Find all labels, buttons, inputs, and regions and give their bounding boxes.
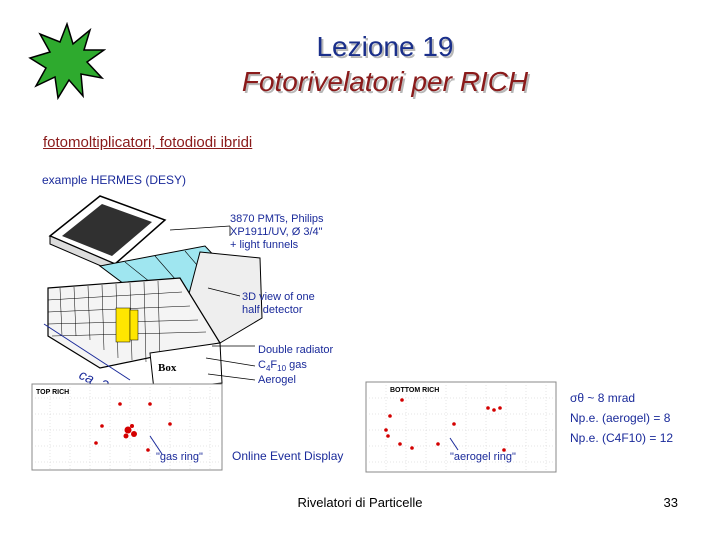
view-label-line2: half detector: [242, 304, 303, 316]
hermes-rich-figure: [30, 168, 720, 488]
pmt-type-label: XP1911/UV, Ø 3/4": [230, 226, 323, 238]
star-burst-icon: [28, 22, 106, 100]
aerogel-ring-label: "aerogel ring": [450, 451, 516, 463]
title-block: [170, 30, 600, 100]
page-number: 33: [663, 495, 678, 510]
resolution-stats: [570, 391, 673, 445]
aerogel-label: Aerogel: [258, 374, 296, 386]
gas-radiator-label: $C_4F_{10}$ gas: [258, 359, 307, 373]
angular-resolution-label: σθ ~ 8 mrad: [570, 391, 636, 405]
top-rich-title: TOP RICH: [36, 389, 70, 396]
pmt-count-label: 3870 PMTs, Philips: [230, 213, 324, 225]
slide-title-subject: Fotorivelatori per RICH: [241, 66, 529, 97]
footer-course-title: Rivelatori di Particelle: [297, 495, 423, 510]
view-label-line1: 3D view of one: [242, 291, 315, 303]
radiator-label: Double radiator: [258, 344, 334, 356]
figure-header: example HERMES (DESY): [42, 173, 187, 187]
bottom-rich-panel: [366, 382, 556, 472]
detector-annotations: [230, 213, 334, 386]
online-display-label: Online Event Display: [232, 449, 344, 463]
photoelectrons-aerogel-label: Np.e. (aerogel) = 8: [570, 411, 671, 425]
photoelectrons-gas-label: Np.e. (C4F10) = 12: [570, 431, 674, 445]
section-heading: fotomoltiplicatori, fotodiodi ibridi: [43, 134, 253, 151]
box-label: Box: [158, 362, 177, 374]
gas-ring-label: "gas ring": [156, 451, 203, 463]
slide-title: Lezione 19: [316, 31, 454, 62]
top-rich-panel: [32, 384, 222, 470]
bottom-rich-title: BOTTOM RICH: [390, 387, 440, 394]
light-funnels-label: + light funnels: [230, 239, 299, 251]
